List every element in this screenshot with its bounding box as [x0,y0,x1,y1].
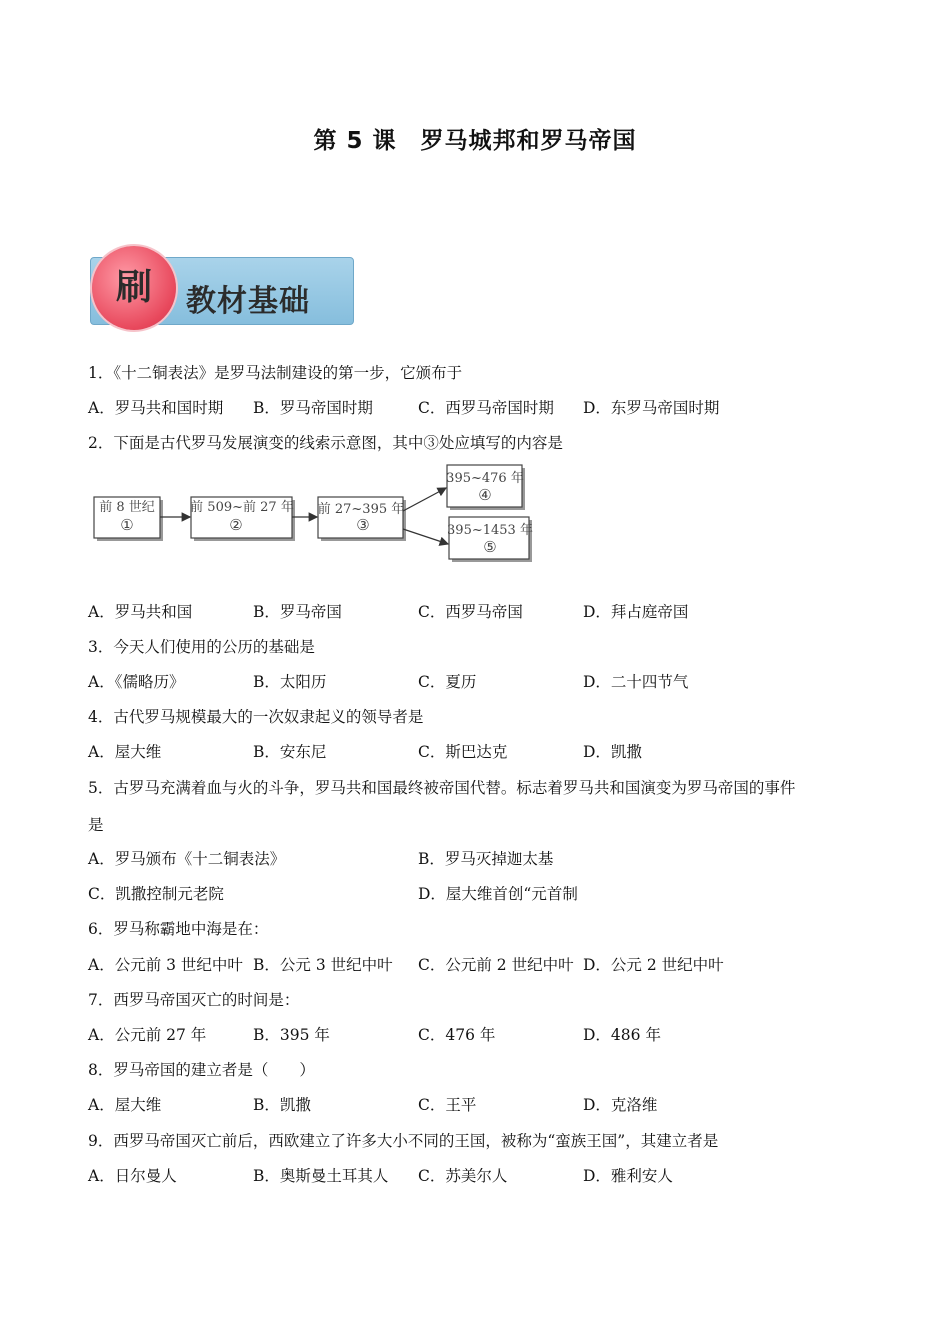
q6-option-a[interactable]: A．公元前 3 世纪中叶 [88,956,243,974]
question-4-stem: 4．古代罗马规模最大的一次奴隶起义的领导者是 [88,708,424,726]
diagram-box-3-mark: ③ [356,516,370,534]
q6-option-c[interactable]: C．公元前 2 世纪中叶 [418,956,574,974]
q1-option-c[interactable]: C．西罗马帝国时期 [418,399,554,417]
question-9-stem: 9．西罗马帝国灭亡前后，西欧建立了许多大小不同的王国，被称为“蛮族王国”，其建立者是 [88,1132,719,1150]
banner-badge-text: 刷 [115,267,152,308]
q5-option-a[interactable]: A．罗马颁布《十二铜表法》 [88,850,286,868]
diagram-box-5-mark: ⑤ [483,538,497,556]
diagram-arrow-4 [403,529,448,544]
question-7-stem: 7．西罗马帝国灭亡的时间是： [88,991,300,1009]
section-banner [90,246,354,328]
q2-option-c[interactable]: C．西罗马帝国 [418,603,523,621]
q1-option-b[interactable]: B．罗马帝国时期 [253,399,373,417]
q8-option-d[interactable]: D．克洛维 [583,1096,658,1114]
question-3-stem: 3．今天人们使用的公历的基础是 [88,638,315,656]
q9-option-c[interactable]: C．苏美尔人 [418,1167,508,1185]
diagram-box-1-top: 前 8 世纪 [99,500,155,515]
q5-option-d[interactable]: D．屋大维首创“元首制 [418,885,578,903]
q2-option-a[interactable]: A．罗马共和国 [88,603,193,621]
q6-option-b[interactable]: B．公元 3 世纪中叶 [253,956,393,974]
q9-option-b[interactable]: B．奥斯曼土耳其人 [253,1167,389,1185]
q3-option-a[interactable]: A．《儒略历》 [88,673,185,691]
question-1-stem: 1．《十二铜表法》是罗马法制建设的第一步，它颁布于 [88,364,463,382]
q7-option-b[interactable]: B．395 年 [253,1026,330,1044]
q9-option-d[interactable]: D．雅利安人 [583,1167,673,1185]
diagram-box-3-top: 前 27~395 年 [317,502,405,517]
question-8-stem: 8．罗马帝国的建立者是（ ） [88,1061,315,1079]
banner-label: 教材基础 [186,284,310,319]
q6-option-d[interactable]: D．公元 2 世纪中叶 [583,956,724,974]
q8-option-a[interactable]: A．屋大维 [88,1096,162,1114]
q4-option-d[interactable]: D．凯撒 [583,743,642,761]
roman-timeline-diagram [90,460,540,574]
q8-option-b[interactable]: B．凯撒 [253,1096,311,1114]
q8-option-c[interactable]: C．王平 [418,1096,477,1114]
q9-option-a[interactable]: A．日尔曼人 [88,1167,177,1185]
q3-option-c[interactable]: C．夏历 [418,673,477,691]
q3-option-d[interactable]: D．二十四节气 [583,673,689,691]
q4-option-c[interactable]: C．斯巴达克 [418,743,508,761]
q1-option-a[interactable]: A．罗马共和国时期 [88,399,224,417]
diagram-box-5-top: 395~1453 年 [447,523,533,538]
q1-option-d[interactable]: D．东罗马帝国时期 [583,399,720,417]
diagram-box-4-mark: ④ [478,486,492,504]
q4-option-b[interactable]: B．安东尼 [253,743,327,761]
q2-option-d[interactable]: D．拜占庭帝国 [583,603,689,621]
diagram-box-1-mark: ① [120,516,134,534]
q2-option-b[interactable]: B．罗马帝国 [253,603,342,621]
question-2-stem: 2．下面是古代罗马发展演变的线索示意图，其中③处应填写的内容是 [88,434,563,452]
diagram-box-4-top: 395~476 年 [446,471,524,486]
page-title: 第 5 课 罗马城邦和罗马帝国 [313,128,637,154]
q5-option-b[interactable]: B．罗马灭掉迦太基 [418,850,554,868]
banner-badge [92,246,176,330]
question-5-stem-cont: 是 [88,816,104,834]
diagram-box-2-top: 前 509~前 27 年 [190,500,294,515]
q7-option-d[interactable]: D．486 年 [583,1026,661,1044]
question-5-stem: 5．古罗马充满着血与火的斗争，罗马共和国最终被帝国代替。标志着罗马共和国演变为罗马帝国的事件 [88,779,796,797]
diagram-box-2-mark: ② [229,516,243,534]
q5-option-c[interactable]: C．凯撒控制元老院 [88,885,224,903]
q7-option-a[interactable]: A．公元前 27 年 [88,1026,207,1044]
diagram-arrow-3 [403,488,446,511]
q3-option-b[interactable]: B．太阳历 [253,673,327,691]
question-6-stem: 6．罗马称霸地中海是在： [88,920,269,938]
q4-option-a[interactable]: A．屋大维 [88,743,162,761]
q7-option-c[interactable]: C．476 年 [418,1026,496,1044]
